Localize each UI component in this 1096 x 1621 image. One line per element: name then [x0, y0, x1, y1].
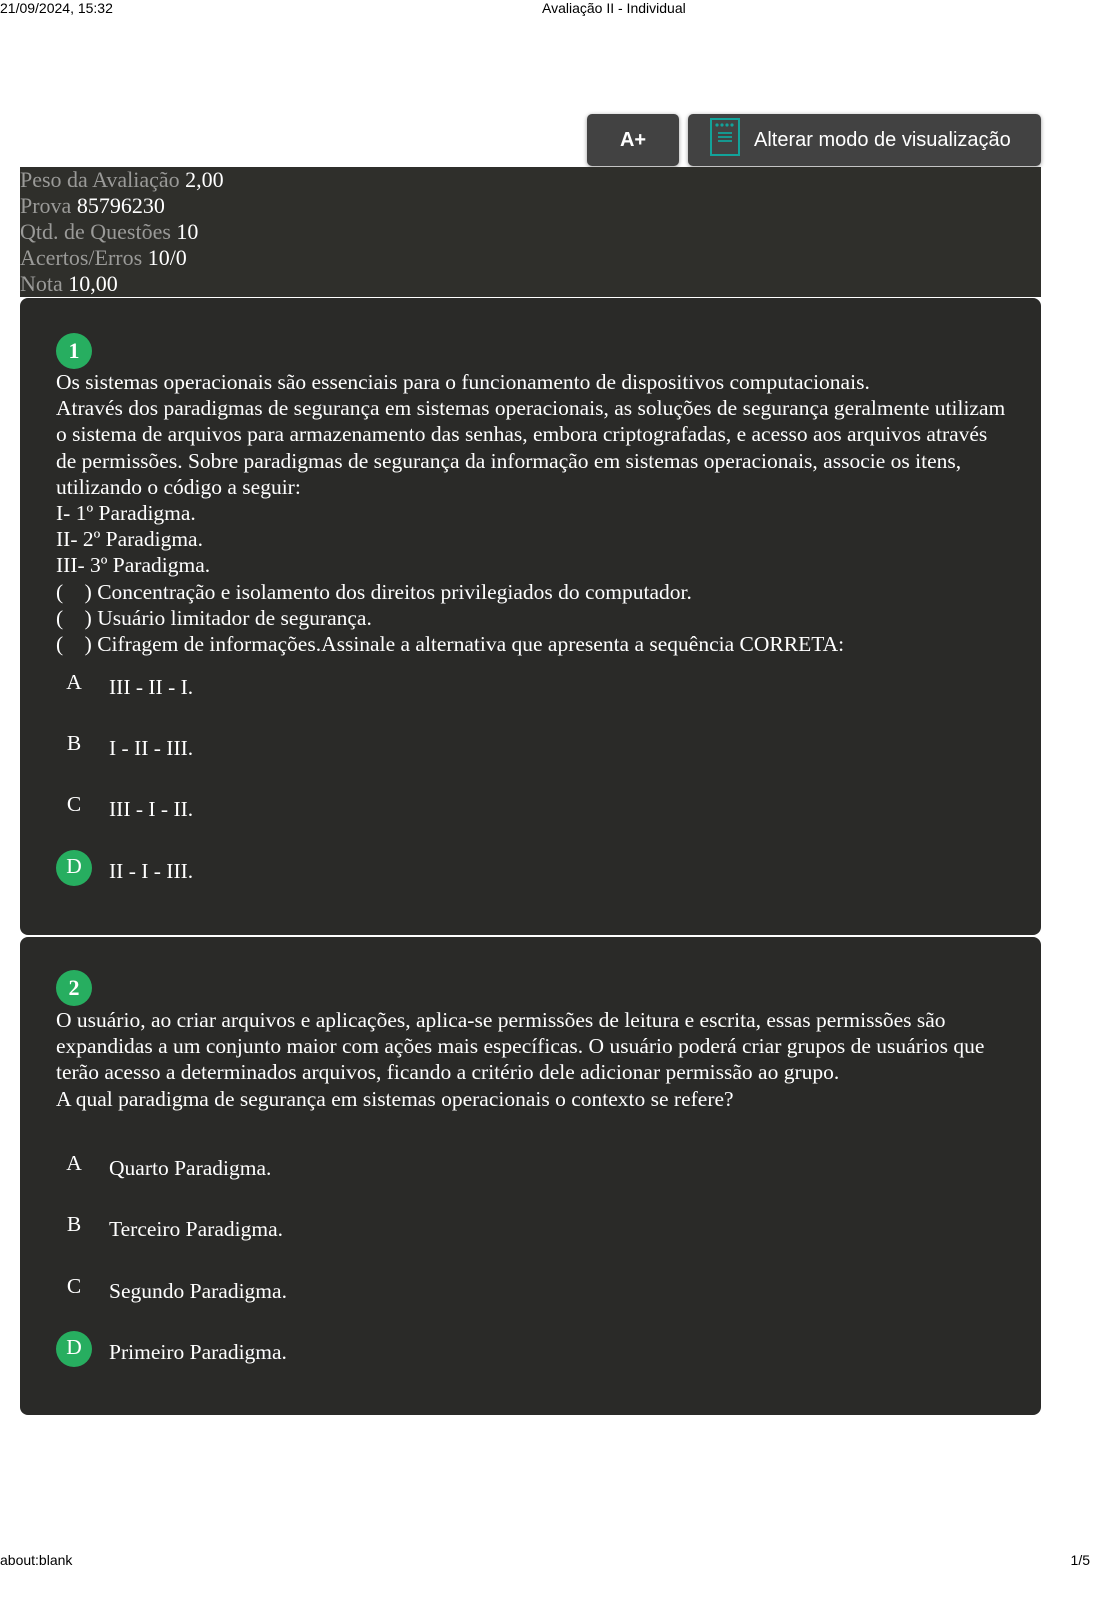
- option-a[interactable]: A III - II - I.: [66, 670, 194, 699]
- document-icon: [710, 118, 740, 162]
- info-row: Peso da Avaliação 2,00: [20, 167, 224, 192]
- page-number: 1/5: [1070, 1552, 1090, 1568]
- print-url: about:blank: [0, 1552, 73, 1568]
- question-text: Os sistemas operacionais são essenciais para o funcionamento de dispositivos computacionais. Através dos paradigmas de segurança em sistemas operacionais, as soluções de segurança geralmente utilizam o sistema de arquivos para armazenamento das senhas, embora criptografadas, e acesso aos arquivos através de permissões. Sobre paradigmas de segurança da informação em sistemas operacionais, associe os itens, utilizando o código a seguir: I- 1º Paradigma. II- 2º Paradigma. III- 3º Paradigma. ( ) Concentração e isolamento dos direitos privilegiados do computador. ( ) Usuário limitador de segurança. ( ) Cifragem de informações.Assinale a alternativa que apresenta a sequência CORRETA:: [56, 370, 1006, 657]
- print-datetime: 21/09/2024, 15:32: [0, 0, 113, 16]
- assessment-info: [20, 167, 1041, 297]
- question-number: 1: [56, 333, 92, 369]
- option-c[interactable]: C III - I - II.: [66, 792, 194, 821]
- question-number: 2: [56, 970, 92, 1006]
- question-card: [20, 937, 1041, 1415]
- view-mode-label: Alterar modo de visualização: [754, 128, 1011, 151]
- question-text: O usuário, ao criar arquivos e aplicações, aplica-se permissões de leitura e escrita, essas permissões são expandidas a um conjunto maior com ações mais específicas. O usuário poderá criar grupos de usuários que terão acesso a determinados arquivos, ficando a critério dele adicionar permissão ao grupo. A qual paradigma de segurança em sistemas operacionais o contexto se refere?: [56, 1008, 985, 1111]
- option-d-selected[interactable]: D II - I - III.: [56, 850, 193, 886]
- option-a[interactable]: A Quarto Paradigma.: [66, 1151, 272, 1180]
- view-mode-button[interactable]: [688, 114, 1041, 166]
- print-title: Avaliação II - Individual: [542, 0, 686, 16]
- option-b[interactable]: B Terceiro Paradigma.: [66, 1212, 283, 1241]
- font-size-button[interactable]: A+: [587, 114, 679, 166]
- option-c[interactable]: C Segundo Paradigma.: [66, 1274, 287, 1303]
- info-row: Acertos/Erros 10/0: [20, 245, 187, 270]
- info-row: Nota 10,00: [20, 271, 118, 296]
- option-d-selected[interactable]: D Primeiro Paradigma.: [56, 1331, 287, 1367]
- option-b[interactable]: B I - II - III.: [66, 731, 194, 760]
- question-card: [20, 298, 1041, 935]
- info-row: Qtd. de Questões 10: [20, 219, 199, 244]
- info-row: Prova 85796230: [20, 193, 165, 218]
